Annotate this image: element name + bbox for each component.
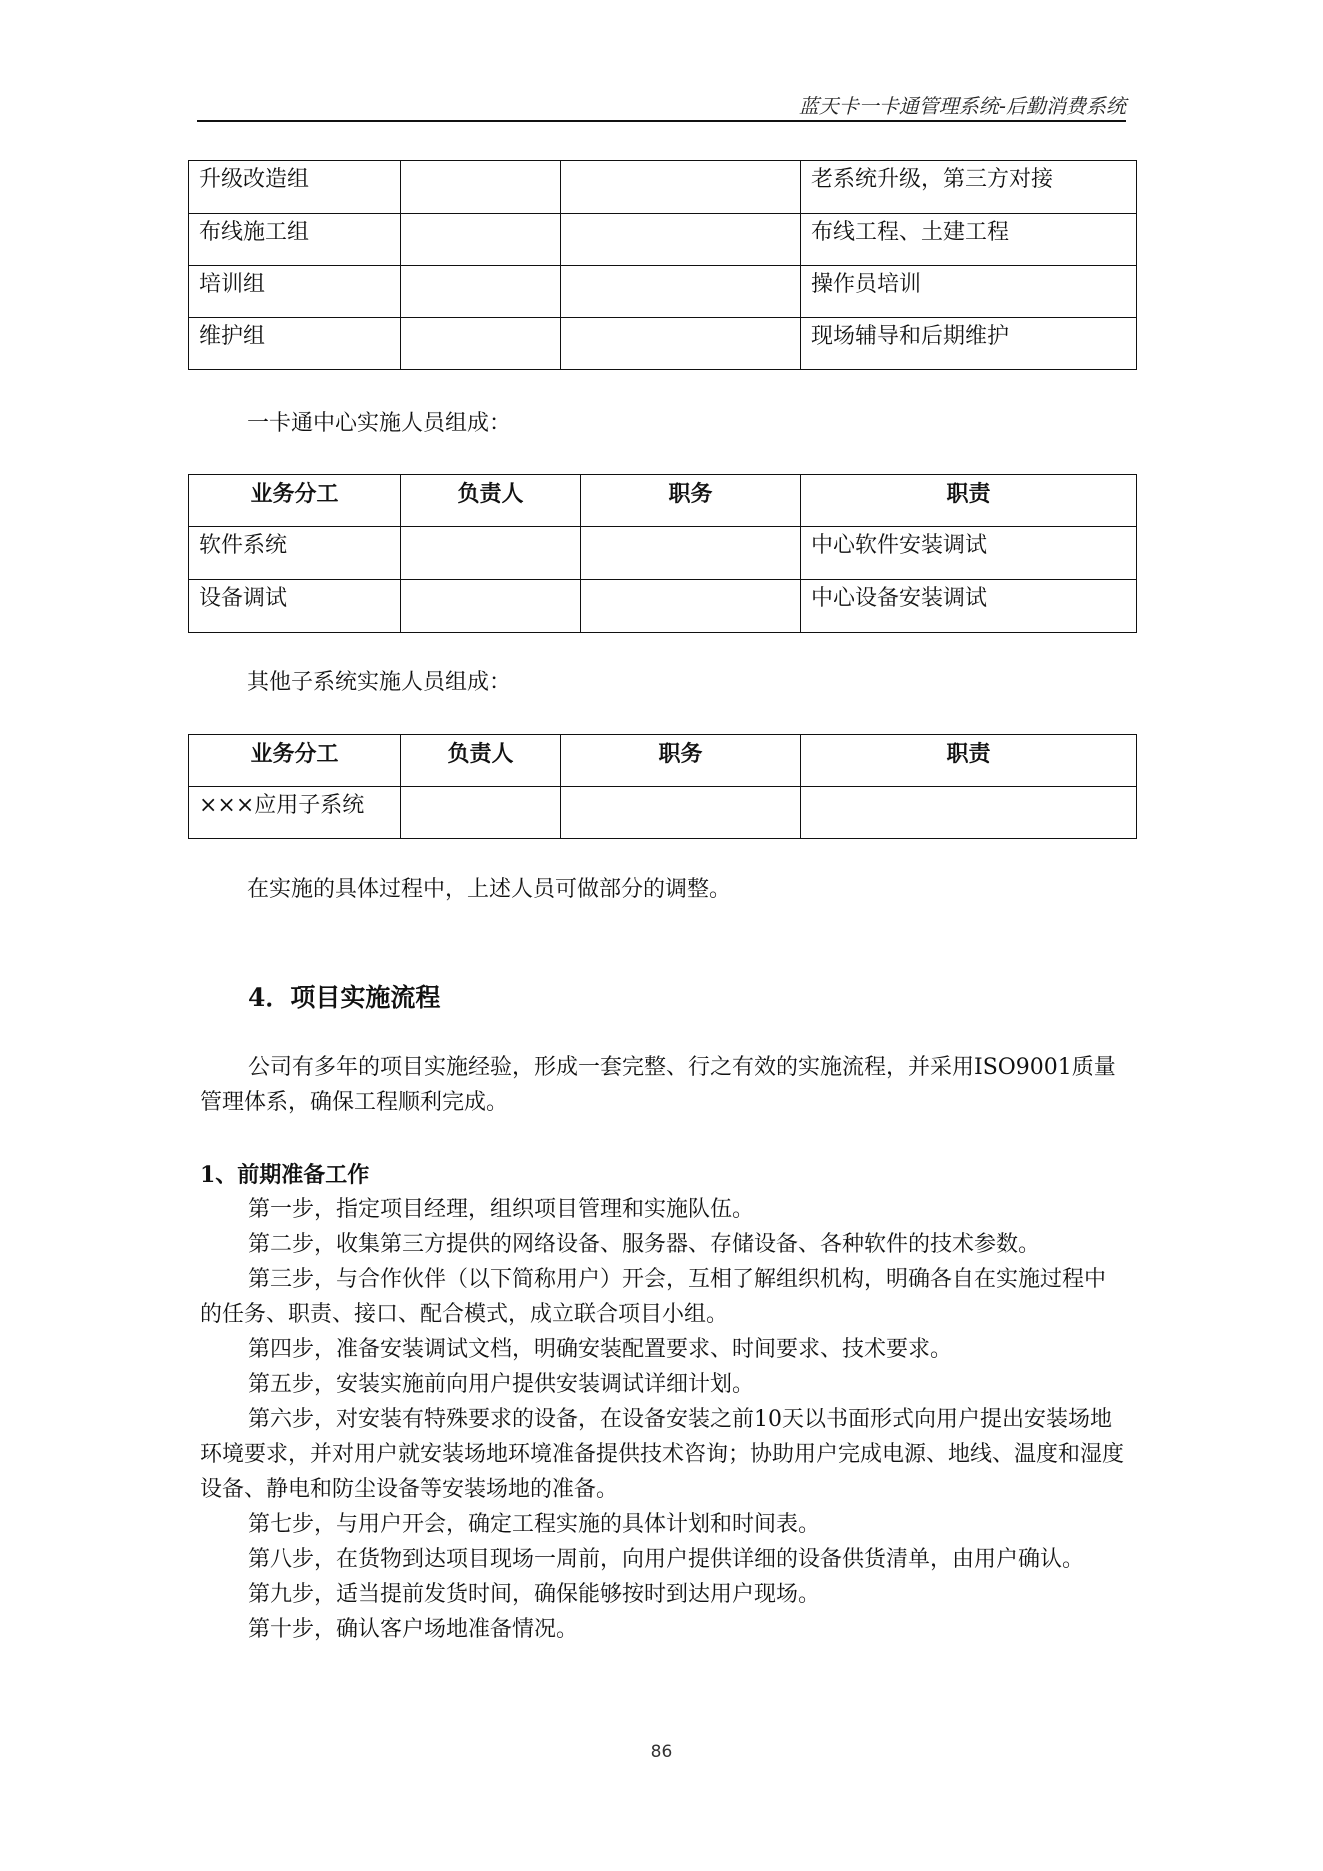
table-header-cell: 职责: [801, 735, 1137, 787]
table-cell: [561, 214, 801, 266]
table-cell: [801, 787, 1137, 839]
table-cell: 升级改造组: [189, 161, 401, 214]
table-cell: 老系统升级，第三方对接: [801, 161, 1137, 214]
table-cell: 维护组: [189, 318, 401, 370]
table-header-cell: 业务分工: [189, 735, 401, 787]
table-cell: [581, 527, 801, 580]
table-cell: [401, 266, 561, 318]
table-header-cell: 负责人: [401, 475, 581, 527]
table-header-row: [189, 475, 1137, 527]
table-row: [189, 161, 1137, 214]
table-cell: [561, 318, 801, 370]
table-cell: 培训组: [189, 266, 401, 318]
caption-subsystem-team: 其他子系统实施人员组成：: [247, 670, 512, 695]
table-row: [189, 214, 1137, 266]
step-paragraph: 第一步，指定项目经理，组织项目管理和实施队伍。: [248, 1197, 755, 1222]
table-row: [189, 266, 1137, 318]
table-cell: 操作员培训: [801, 266, 1137, 318]
table-row: [189, 318, 1137, 370]
adjustment-note: 在实施的具体过程中，上述人员可做部分的调整。: [247, 877, 732, 902]
table-cell: [401, 318, 561, 370]
section-title: 4．项目实施流程: [248, 983, 441, 1012]
intro-paragraph: 公司有多年的项目实施经验，形成一套完整、行之有效的实施流程，并采用ISO9001质量管理体系，确保工程顺利完成。: [200, 1055, 1116, 1115]
table-cell: [401, 580, 581, 633]
table-cell: 中心设备安装调试: [801, 580, 1137, 633]
team-table-continued: [188, 160, 1137, 370]
table-header-cell: 职务: [561, 735, 801, 787]
table-header-cell: 业务分工: [189, 475, 401, 527]
table-header-cell: 负责人: [401, 735, 561, 787]
page-number: 86: [650, 1742, 673, 1762]
prep-heading: 1、前期准备工作: [200, 1162, 370, 1188]
step-paragraph: 第七步，与用户开会，确定工程实施的具体计划和时间表。: [248, 1512, 821, 1537]
step-paragraph: 第八步，在货物到达项目现场一周前，向用户提供详细的设备供货清单，由用户确认。: [248, 1547, 1085, 1572]
caption-center-team: 一卡通中心实施人员组成：: [247, 411, 512, 436]
table-cell: ×××应用子系统: [189, 787, 401, 839]
step-paragraph: 第六步，对安装有特殊要求的设备，在设备安装之前10天以书面形式向用户提出安装场地环境要求，并对用户就安装场地环境准备提供技术咨询；协助用户完成电源、地线、温度和湿度设备、静电和防尘设备等安装场地的准备。: [200, 1407, 1125, 1502]
table-cell: [561, 787, 801, 839]
table-cell: [581, 580, 801, 633]
table-cell: [561, 161, 801, 214]
step-paragraph: 第五步，安装实施前向用户提供安装调试详细计划。: [248, 1372, 755, 1397]
step-paragraph: 第四步，准备安装调试文档，明确安装配置要求、时间要求、技术要求。: [248, 1337, 953, 1362]
table-cell: 布线工程、土建工程: [801, 214, 1137, 266]
table-row: [189, 527, 1137, 580]
step-paragraph: 第二步，收集第三方提供的网络设备、服务器、存储设备、各种软件的技术参数。: [248, 1232, 1041, 1257]
table-cell: 设备调试: [189, 580, 401, 633]
table-cell: [401, 161, 561, 214]
step-paragraph: 第十步，确认客户场地准备情况。: [248, 1617, 579, 1642]
step-paragraph: 第九步，适当提前发货时间，确保能够按时到达用户现场。: [248, 1582, 821, 1607]
table-cell: [561, 266, 801, 318]
table-header-cell: 职务: [581, 475, 801, 527]
table-cell: [401, 527, 581, 580]
table-header-cell: 职责: [801, 475, 1137, 527]
step-paragraph: 第三步，与合作伙伴（以下简称用户）开会，互相了解组织机构，明确各自在实施过程中的任务、职责、接口、配合模式，成立联合项目小组。: [200, 1267, 1107, 1327]
table-row: [189, 580, 1137, 633]
header-rule: [197, 120, 1126, 122]
table-cell: 软件系统: [189, 527, 401, 580]
table-cell: 布线施工组: [189, 214, 401, 266]
table-header-row: [189, 735, 1137, 787]
center-team-table: [188, 474, 1137, 633]
header-title: 蓝天卡一卡通管理系统-后勤消费系统: [798, 94, 1126, 118]
prep-steps: [200, 1192, 1124, 1647]
table-row: [189, 787, 1137, 839]
table-cell: 中心软件安装调试: [801, 527, 1137, 580]
subsystem-team-table: [188, 734, 1137, 839]
table-cell: 现场辅导和后期维护: [801, 318, 1137, 370]
table-cell: [401, 214, 561, 266]
section-intro: [200, 1050, 1124, 1120]
table-cell: [401, 787, 561, 839]
